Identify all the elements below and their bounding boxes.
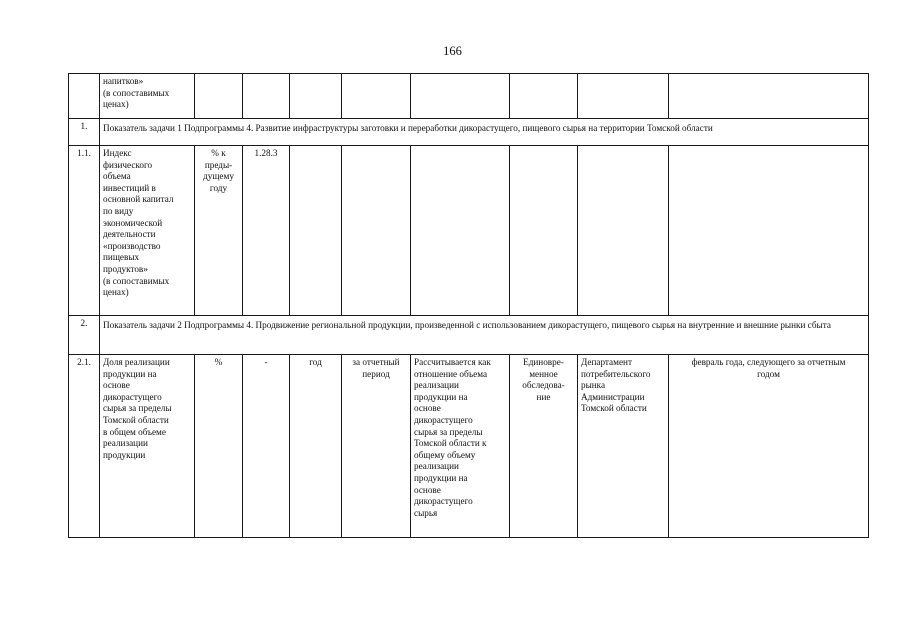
collection-method-cell: Единовре- менное обследова- ние (510, 355, 578, 538)
section-row (69, 119, 869, 146)
empty-cell (669, 146, 869, 316)
section-title-cell: Показатель задачи 1 Подпрограммы 4. Развитие инфраструктуры заготовки и переработки дикорастущего, пищевого сырья на территории Томской области (100, 119, 869, 146)
row-number-cell: 1. (69, 119, 100, 146)
empty-cell (510, 146, 578, 316)
deadline-cell: февраль года, следующего за отчетным годом (669, 355, 869, 538)
empty-cell (578, 146, 669, 316)
table-row (69, 146, 869, 316)
empty-cell (411, 74, 510, 119)
empty-cell (342, 74, 411, 119)
periodicity-cell: год (290, 355, 342, 538)
responsible-body-cell: Департамент потребительского рынка Администрации Томской области (578, 355, 669, 538)
indicator-name-cell: напитков» (в сопоставимых ценах) (100, 74, 195, 119)
row-number-cell: 2. (69, 316, 100, 355)
row-number-cell: 1.1. (69, 146, 100, 316)
calculation-method-cell: Рассчитывается как отношение объема реализации продукции на основе дикорастущего сырья за пределы Томской области к общему объему реализации продукции на основе дикорастущего сырья (411, 355, 510, 538)
section-title-cell: Показатель задачи 2 Подпрограммы 4. Продвижение региональной продукции, произведенной с использованием дикорастущего, пищевого сырья на внутренние и внешние рынки сбыта (100, 316, 869, 355)
code-cell: 1.28.3 (243, 146, 290, 316)
indicator-name-cell: Доля реализации продукции на основе дикорастущего сырья за пределы Томской области в общем объеме реализации продукции (100, 355, 195, 538)
indicator-name-cell: Индекс физического объема инвестиций в основной капитал по виду экономической деятельности «производство пищевых продуктов» (в сопоставимых ценах) (100, 146, 195, 316)
page-number: 166 (443, 44, 462, 58)
time-basis-cell: за отчетный период (342, 355, 411, 538)
row-number-cell (69, 74, 100, 119)
table-row (69, 355, 869, 538)
unit-cell: % к преды- дущему году (195, 146, 243, 316)
empty-cell (290, 146, 342, 316)
table-row (69, 74, 869, 119)
unit-cell: % (195, 355, 243, 538)
empty-cell (290, 74, 342, 119)
empty-cell (578, 74, 669, 119)
code-cell: - (243, 355, 290, 538)
empty-cell (510, 74, 578, 119)
section-row (69, 316, 869, 355)
empty-cell (243, 74, 290, 119)
empty-cell (195, 74, 243, 119)
indicator-table (68, 73, 869, 538)
empty-cell (669, 74, 869, 119)
empty-cell (411, 146, 510, 316)
row-number-cell: 2.1. (69, 355, 100, 538)
empty-cell (342, 146, 411, 316)
